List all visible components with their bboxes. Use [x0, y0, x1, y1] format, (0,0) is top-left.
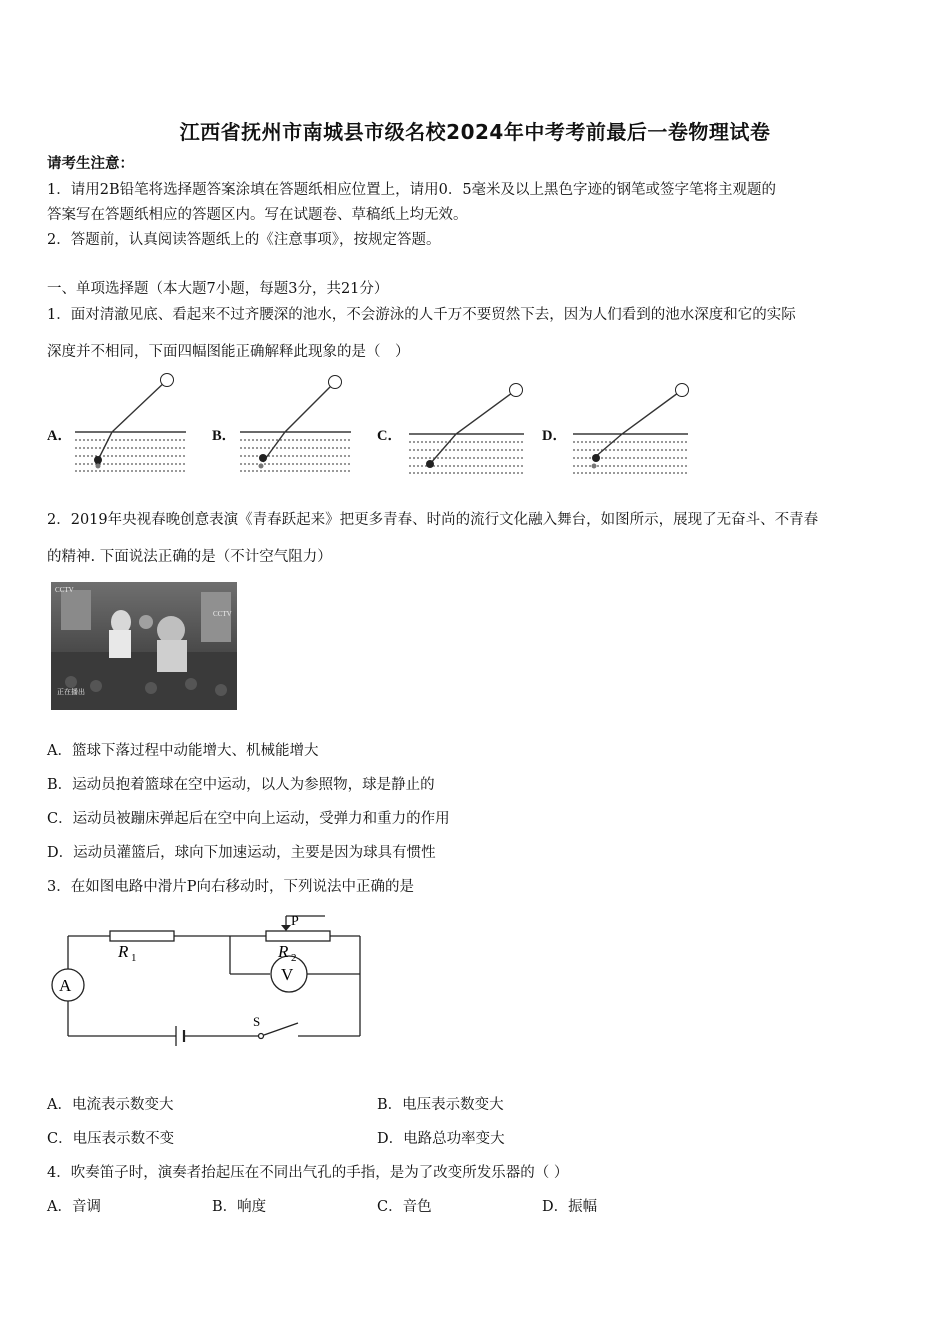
q3-option-d: D．电路总功率变大 — [377, 1131, 505, 1147]
page-title: 江西省抚州市南城县市级名校2024年中考考前最后一卷物理试卷 — [179, 120, 771, 144]
q3-option-a: A．电流表示数变大 — [47, 1097, 174, 1113]
q1-option-a-label: A． — [47, 428, 72, 444]
q3-option-c: C．电压表示数不变 — [47, 1131, 175, 1147]
q1-diagram-b — [237, 370, 357, 474]
q2-option-c: C．运动员被蹦床弹起后在空中向上运动，受弹力和重力的作用 — [47, 811, 450, 827]
q1-option-b-label: B． — [212, 428, 237, 444]
q2-photo — [51, 582, 237, 710]
q1-stem-line-2: 深度并不相同，下面四幅图能正确解释此现象的是（ ） — [47, 344, 410, 360]
q3-slider-p-label: P — [291, 914, 299, 929]
q3-option-b: B．电压表示数变大 — [377, 1097, 504, 1113]
q1-option-d-label: D． — [542, 428, 567, 444]
q1-diagram-c — [406, 378, 531, 478]
q2-option-a: A．篮球下落过程中动能增大、机械能增大 — [47, 743, 319, 759]
q3-circuit-diagram — [40, 908, 370, 1050]
q2-option-b: B．运动员抱着篮球在空中运动，以人为参照物，球是静止的 — [47, 777, 435, 793]
q2-stem-line-2: 的精神. 下面说法正确的是（不计空气阻力） — [47, 549, 332, 565]
q4-option-d: D．振幅 — [542, 1199, 598, 1215]
q3-stem: 3．在如图电路中滑片P向右移动时，下列说法中正确的是 — [47, 879, 414, 895]
q3-r1-label: R — [118, 942, 129, 961]
q2-option-d: D．运动员灌篮后，球向下加速运动，主要是因为球具有惯性 — [47, 845, 436, 861]
q2-photo-logo: CCTV — [55, 586, 74, 594]
q1-diagram-d — [570, 378, 695, 478]
section-heading: 一、单项选择题（本大题7小题，每题3分，共21分） — [47, 281, 389, 297]
q4-option-b: B．响度 — [212, 1199, 267, 1215]
q4-stem: 4．吹奏笛子时，演奏者抬起压在不同出气孔的手指，是为了改变所发乐器的（ ） — [47, 1165, 569, 1181]
q4-option-a: A．音调 — [47, 1199, 101, 1215]
q2-stem-line-1: 2．2019年央视春晚创意表演《青春跃起来》把更多青春、时尚的流行文化融入舞台，如图所示，展现了无奋斗、不青春 — [47, 512, 819, 528]
q3-ammeter-label: A — [59, 976, 72, 995]
q3-r2-sub: 2 — [291, 952, 297, 964]
q1-stem-line-1: 1．面对清澈见底、看起来不过齐腰深的池水，不会游泳的人千万不要贸然下去，因为人们看到的池水深度和它的实际 — [47, 307, 796, 323]
notice-line-1b: 答案写在答题纸相应的答题区内。写在试题卷、草稿纸上均无效。 — [47, 207, 468, 223]
q3-voltmeter-label: V — [281, 965, 294, 984]
notice-heading: 请考生注意： — [47, 155, 134, 172]
q2-photo-logo-2: CCTV — [213, 610, 232, 618]
q3-r2-label: R — [278, 942, 289, 961]
q1-option-c-label: C． — [377, 428, 402, 444]
q1-diagram-a — [72, 370, 192, 474]
notice-line-1: 1．请用2B铅笔将选择题答案涂填在答题纸相应位置上，请用0．5毫米及以上黑色字迹的钢笔或签字笔将主观题的 — [47, 182, 777, 198]
q2-photo-caption: 正在播出 — [57, 688, 85, 696]
q3-r1-sub: 1 — [131, 952, 137, 964]
notice-line-2: 2．答题前，认真阅读答题纸上的《注意事项》，按规定答题。 — [47, 232, 441, 248]
q4-option-c: C．音色 — [377, 1199, 432, 1215]
q3-switch-label: S — [253, 1014, 261, 1029]
